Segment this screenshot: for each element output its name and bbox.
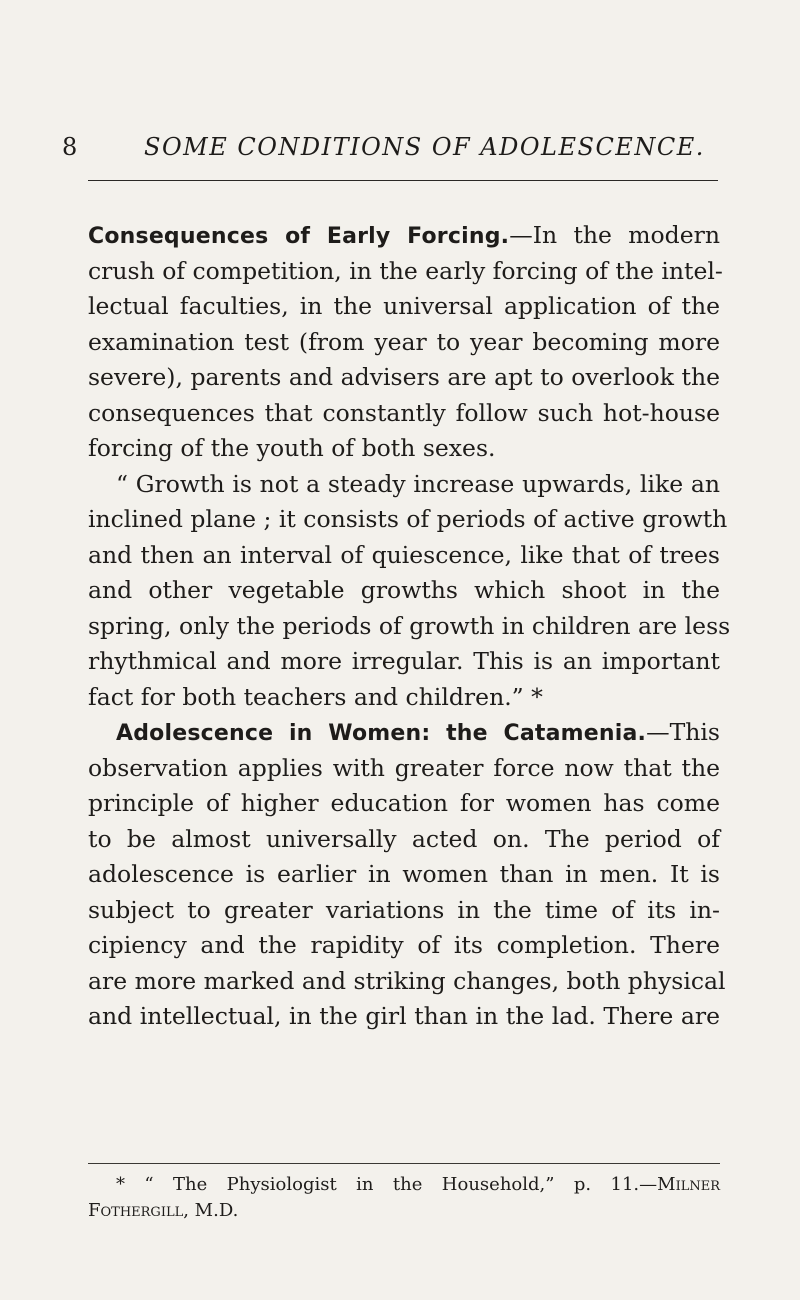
text-line: and intellectual, in the girl than in the lad. There are (88, 1002, 720, 1030)
footnote-suffix: M.D. (188, 1200, 239, 1221)
text-line: observation applies with greater force now that the (88, 753, 720, 782)
running-head: SOME CONDITIONS OF ADOLESCENCE. (144, 133, 705, 161)
page-header (62, 132, 738, 172)
section-heading-adolescence-women: Adolescence in Women: the Catamenia. (116, 721, 647, 746)
text-line: subject to greater variations in the time of its in- (88, 895, 720, 924)
section-heading-early-forcing: Consequences of Early Forcing. (88, 224, 510, 249)
text-line: adolescence is earlier in women than in men. It is (88, 860, 720, 888)
text-run: —This (646, 718, 720, 746)
page-number: 8 (62, 133, 78, 161)
text-line: fact for both teachers and children.” * (88, 682, 543, 711)
text-line: severe), parents and advisers are apt to overlook the (88, 363, 720, 391)
footnote-line (88, 1172, 720, 1198)
text-line: cipiency and the rapidity of its completion. There (88, 931, 720, 959)
text-line: and then an interval of quiescence, like that of trees (88, 540, 720, 569)
text-line: crush of competition, in the early forcing of the intel- (88, 256, 723, 285)
text-line: examination test (from year to year becoming more (88, 327, 720, 356)
text-run: —In the modern (509, 221, 720, 249)
text-line: spring, only the periods of growth in children are less (88, 611, 731, 640)
text-line (88, 715, 720, 751)
footnote-rule (88, 1163, 720, 1164)
text-line: lectual faculties, in the universal application of the (88, 292, 720, 320)
text-line (88, 218, 720, 254)
text-line: “ Growth is not a steady increase upwards, like an (116, 469, 720, 498)
footnote-text: * “ The Physiologist in the Household,” p. 11.— (116, 1174, 658, 1195)
text-line: principle of higher education for women has come (88, 789, 720, 817)
footnote-author-cont: Fothergill, (88, 1200, 189, 1221)
text-line: to be almost universally acted on. The period of (88, 824, 720, 853)
text-line: and other vegetable growths which shoot in the (88, 576, 720, 604)
body-text (88, 218, 731, 1035)
footnote (88, 1172, 720, 1224)
footnote-author: Milner (657, 1174, 720, 1195)
text-line: inclined plane ; it consists of periods of active growth (88, 505, 728, 533)
text-line: forcing of the youth of both sexes. (88, 434, 496, 462)
footnote-line (88, 1198, 720, 1224)
header-rule (88, 180, 718, 181)
text-line: rhythmical and more irregular. This is an important (88, 647, 720, 675)
text-line: consequences that constantly follow such hot-house (88, 398, 720, 427)
text-line: are more marked and striking changes, both physical (88, 966, 726, 995)
